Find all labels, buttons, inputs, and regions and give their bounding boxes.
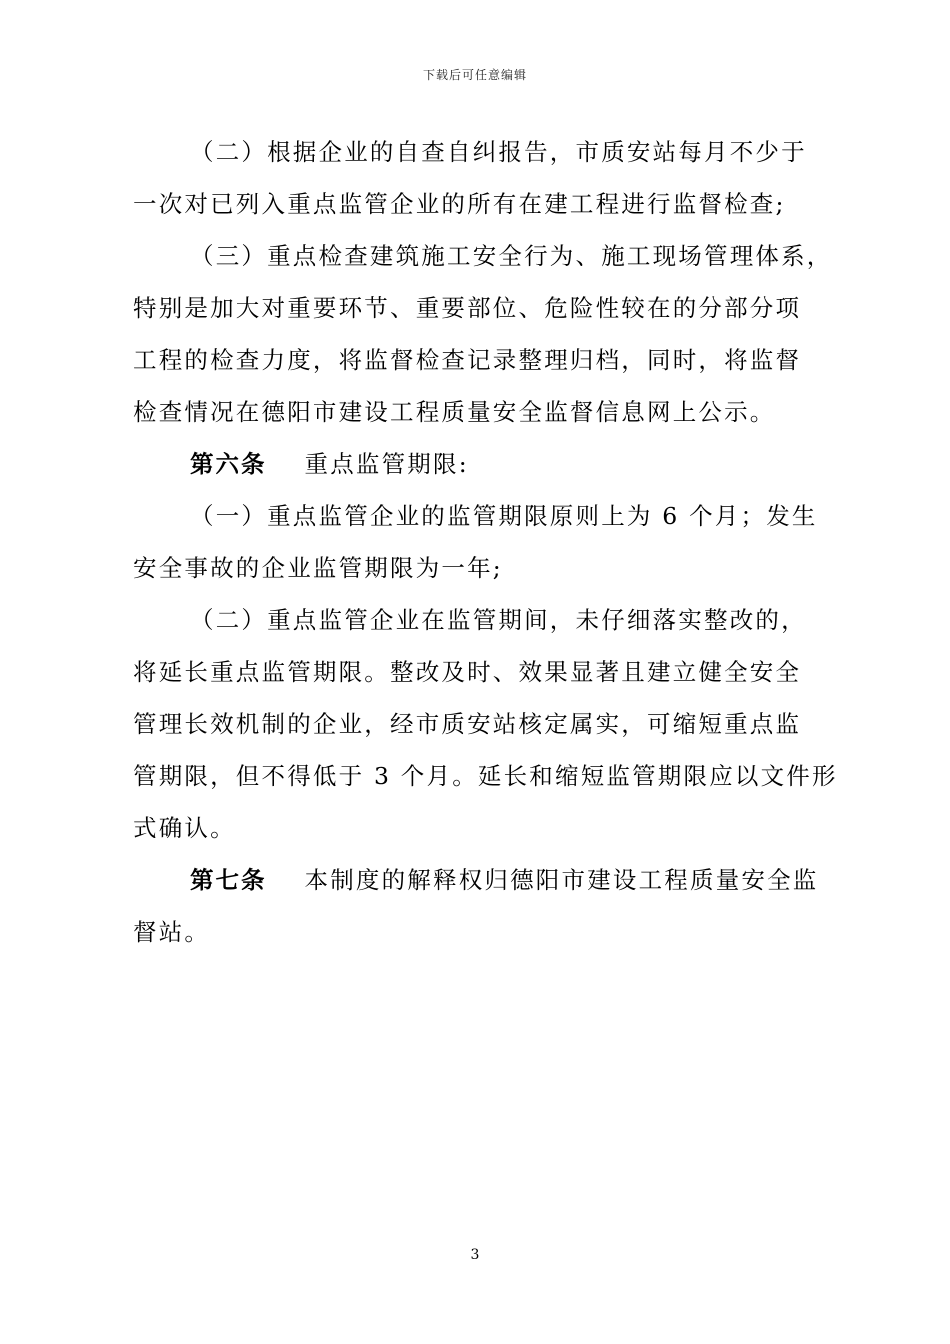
document-body [133, 126, 838, 958]
article-6-line [133, 438, 823, 490]
paragraph-line: 工程的检查力度，将监督检查记录整理归档，同时，将监督 [133, 346, 802, 374]
article-6-title: 第六条 [190, 450, 267, 478]
article-7-text: 本制度的解释权归德阳市建设工程质量安全监 [304, 866, 819, 894]
article-6-text: 重点监管期限: [304, 450, 469, 478]
page-number: 3 [470, 1247, 480, 1263]
paragraph-line: 检查情况在德阳市建设工程质量安全监督信息网上公示。 [133, 398, 776, 426]
paragraph-line: 特别是加大对重要环节、重要部位、危险性较在的分部分项 [133, 294, 802, 322]
paragraph-line: 管期限，但不得低于 3 个月。延长和缩短监管期限应以文件形 [133, 762, 838, 790]
paragraph-line: 管理长效机制的企业，经市质安站核定属实，可缩短重点监 [133, 710, 802, 738]
paragraph-line: 督站。 [133, 918, 211, 946]
paragraph-line: （二）根据企业的自查自纠报告，市质安站每月不少于 [190, 138, 807, 166]
header-note: 下载后可任意编辑 [422, 68, 527, 82]
paragraph-line: （三）重点检查建筑施工安全行为、施工现场管理体系， [190, 242, 833, 270]
paragraph-line: （一）重点监管企业的监管期限原则上为 6 个月；发生 [190, 502, 818, 530]
paragraph-line: 安全事故的企业监管期限为一年; [133, 554, 503, 582]
paragraph-line: （二）重点监管企业在监管期间，未仔细落实整改的， [190, 606, 807, 634]
article-7-title: 第七条 [190, 866, 267, 894]
article-7-line [133, 854, 823, 906]
paragraph-line: 一次对已列入重点监管企业的所有在建工程进行监督检查; [133, 190, 786, 218]
paragraph-line: 式确认。 [133, 814, 236, 842]
paragraph-line: 将延长重点监管期限。整改及时、效果显著且建立健全安全 [133, 658, 802, 686]
